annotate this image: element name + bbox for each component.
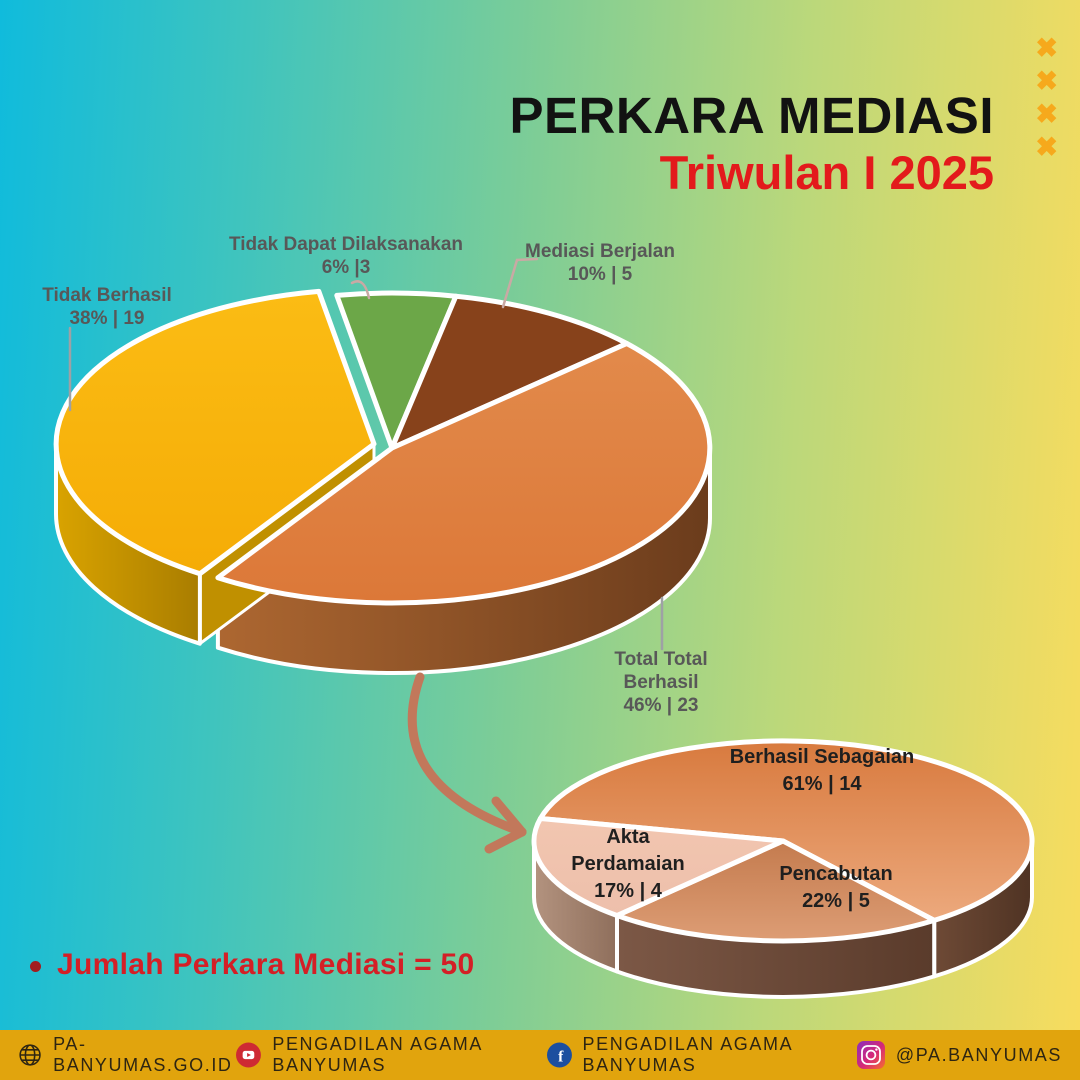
x-icon: ✖ bbox=[1035, 66, 1058, 96]
slice-label-mediasi-berjalan: Mediasi Berjalan 10% | 5 bbox=[525, 241, 675, 285]
footer-facebook-label: PENGADILAN AGAMA BANYUMAS bbox=[582, 1034, 793, 1075]
footer-website-label: PA-BANYUMAS.GO.ID bbox=[53, 1034, 233, 1075]
summary-text: Jumlah Perkara Mediasi = 50 bbox=[57, 948, 475, 981]
footer-facebook bbox=[547, 1034, 857, 1076]
x-icon: ✖ bbox=[1035, 33, 1058, 63]
bullet-dot bbox=[30, 961, 41, 972]
slice-label-total-berhasil: Total Total Berhasil 46% | 23 bbox=[614, 649, 708, 716]
footer-bar bbox=[0, 1030, 1080, 1080]
breakdown-arrow-icon bbox=[412, 677, 522, 849]
footer-website bbox=[18, 1034, 236, 1076]
title-main: PERKARA MEDIASI bbox=[509, 87, 994, 144]
facebook-icon bbox=[547, 1040, 572, 1070]
slice-label-tidak-berhasil: Tidak Berhasil 38% | 19 bbox=[42, 285, 172, 329]
footer-instagram-label: @PA.BANYUMAS bbox=[895, 1044, 1062, 1065]
slice-label-pencabutan: Pencabutan 22% | 5 bbox=[779, 863, 893, 912]
summary-line bbox=[30, 948, 475, 982]
x-icon: ✖ bbox=[1035, 132, 1058, 162]
youtube-icon bbox=[236, 1040, 261, 1070]
svg-text:f: f bbox=[557, 1048, 563, 1066]
footer-youtube bbox=[236, 1034, 546, 1076]
footer-youtube-label: PENGADILAN AGAMA BANYUMAS bbox=[272, 1034, 483, 1075]
slice-label-akta-perdamaian: Akta Perdamaian 17% | 4 bbox=[571, 826, 685, 902]
slice-label-tidak-dapat-dilaksanakan: Tidak Dapat Dilaksanakan 6% |3 bbox=[228, 234, 464, 278]
x-icon: ✖ bbox=[1035, 99, 1058, 129]
globe-icon bbox=[18, 1041, 42, 1069]
slice-label-berhasil-sebagaian: Berhasil Sebagaian 61% | 14 bbox=[729, 746, 915, 795]
title-sub: Triwulan I 2025 bbox=[659, 146, 994, 199]
instagram-icon bbox=[857, 1041, 885, 1069]
footer-instagram bbox=[857, 1041, 1062, 1069]
